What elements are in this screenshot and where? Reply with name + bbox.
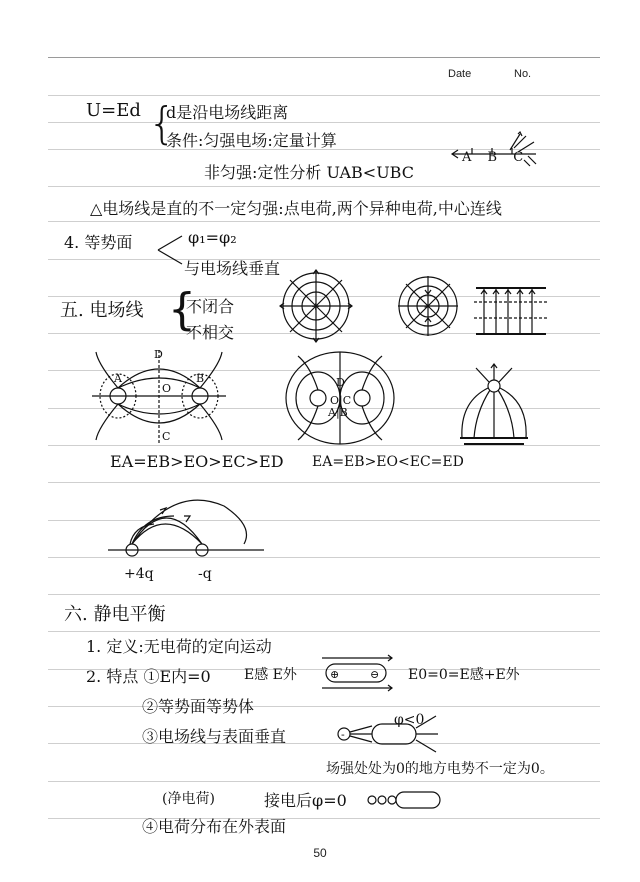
svg-text:A: A <box>114 372 122 385</box>
ruled-line <box>48 186 600 187</box>
header-rule <box>48 57 600 58</box>
note-e-induced-external: E感 E外 <box>244 667 297 683</box>
ruled-line <box>48 95 600 96</box>
formula-u-ed: U=Ed <box>86 100 141 121</box>
ruled-line <box>48 259 600 260</box>
note-feature-1: 2. 特点 ①E内=0 <box>86 667 211 686</box>
svg-text:B: B <box>196 372 205 385</box>
date-label: Date <box>448 68 472 80</box>
abc-labels: A B C <box>462 150 530 165</box>
note-not-intersect: 不相交 <box>186 323 235 342</box>
ruled-line <box>48 743 600 744</box>
label-positive-charge: +4q <box>124 566 154 582</box>
note-potential-not-zero: 场强处处为0的地方电势不一定为0。 <box>326 761 554 777</box>
note-e-zero: E0=0=E感+E外 <box>408 667 520 683</box>
number-label: No. <box>514 68 532 80</box>
note-straight-field-line: △电场线是直的不一定匀强:点电荷,两个异种电荷,中心连线 <box>90 199 502 218</box>
label-phi-negative: φ<0 <box>394 712 425 728</box>
heading-electrostatic-equilibrium: 六. 静电平衡 <box>64 604 166 625</box>
ruled-line <box>48 781 600 782</box>
note-uniform-field: 条件:匀强电场:定量计算 <box>166 131 337 150</box>
relation-like-charges: EA=EB>EO<EC=ED <box>312 454 464 470</box>
svg-text:⊖: ⊖ <box>370 668 380 681</box>
svg-text:-: - <box>424 300 428 313</box>
page-number: 50 <box>313 846 327 860</box>
ruled-line <box>48 482 600 483</box>
svg-text:+: + <box>311 300 321 313</box>
note-perpendicular-surface: ③电场线与表面垂直 <box>142 727 287 746</box>
note-net-charge: (净电荷) <box>162 791 215 807</box>
note-definition: 1. 定义:无电荷的定向运动 <box>86 637 272 656</box>
svg-text:D: D <box>154 348 163 361</box>
svg-text:O: O <box>162 382 172 395</box>
note-perpendicular: 与电场线垂直 <box>184 259 281 278</box>
positive-charge-field-figure <box>276 266 356 346</box>
parallel-plate-field-figure <box>470 282 550 342</box>
svg-text:C: C <box>162 430 171 443</box>
svg-text:-: - <box>341 728 345 741</box>
heading-field-lines: 五. 电场线 <box>60 300 144 321</box>
grounded-conductor-figure <box>366 788 444 812</box>
conductor-in-field-figure <box>320 654 400 694</box>
svg-text:⊕: ⊕ <box>330 668 340 681</box>
svg-text:O|C: O|C <box>330 394 352 407</box>
ruled-line <box>48 818 600 819</box>
brace: { <box>168 284 196 335</box>
svg-text:D: D <box>336 376 345 389</box>
note-grounded: 接电后φ=0 <box>264 791 347 810</box>
branch-lines <box>156 230 186 270</box>
note-phi-equal: φ₁=φ₂ <box>188 228 237 247</box>
label-negative-charge: -q <box>198 566 212 582</box>
ruled-line <box>48 631 600 632</box>
note-nonuniform-field: 非匀强:定性分析 UAB<UBC <box>204 163 414 182</box>
ruled-line <box>48 122 600 123</box>
ruled-line <box>48 594 600 595</box>
svg-text:A|B: A|B <box>328 406 348 419</box>
note-d-distance: d是沿电场线距离 <box>166 103 289 122</box>
dipole-field-figure <box>88 344 230 452</box>
ruled-line <box>48 221 600 222</box>
negative-charge-field-figure <box>394 272 462 340</box>
note-equipotential-body: ②等势面等势体 <box>142 697 255 716</box>
conductor-field-lines-figure <box>334 712 444 752</box>
charge-near-plate-figure <box>456 362 532 446</box>
heading-equipotential: 4. 等势面 <box>64 233 133 252</box>
note-not-closed: 不闭合 <box>186 297 235 316</box>
ruled-line <box>48 706 600 707</box>
relation-dipole: EA=EB>EO>EC>ED <box>110 452 284 471</box>
like-charges-field-figure <box>280 346 400 450</box>
brace: { <box>148 98 176 149</box>
note-charge-outer-surface: ④电荷分布在外表面 <box>142 817 287 836</box>
unequal-charges-field-figure <box>104 486 276 566</box>
